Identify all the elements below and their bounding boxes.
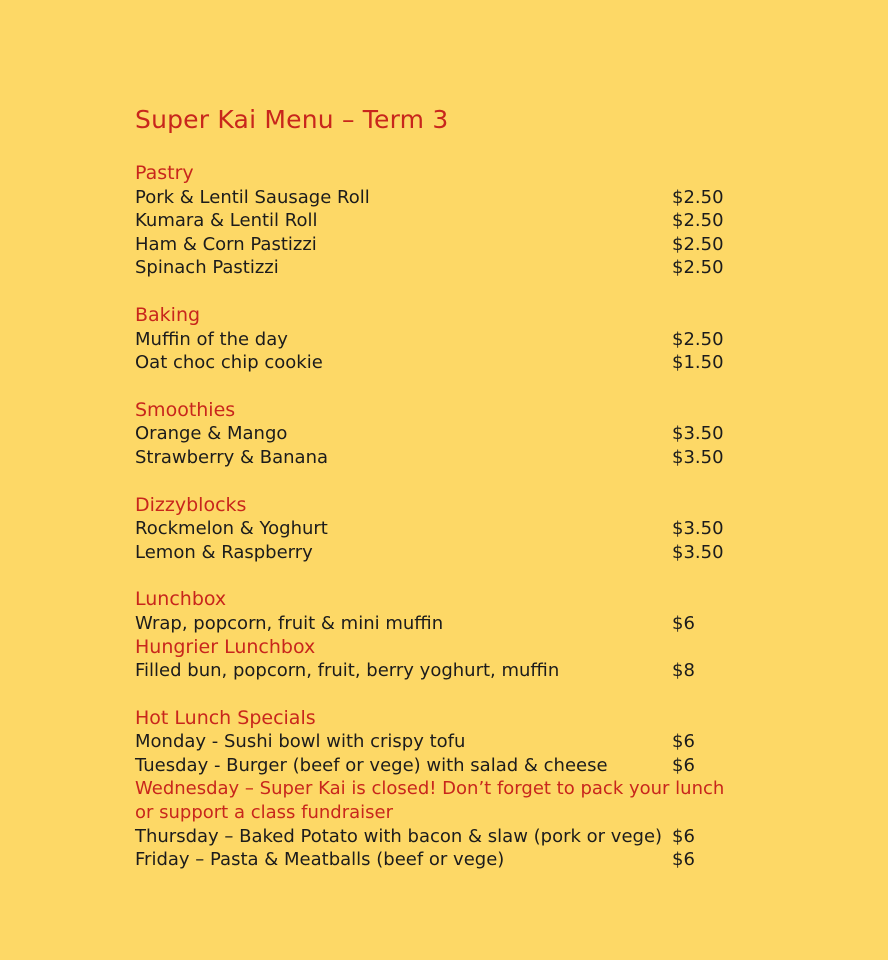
item-name: Friday – Pasta & Meatballs (beef or vege) (135, 849, 505, 871)
menu-item (135, 541, 775, 565)
section-heading: Lunchbox (135, 588, 227, 611)
menu-item (135, 825, 775, 849)
item-name: Kumara & Lentil Roll (135, 210, 318, 232)
item-price: $3.50 (672, 446, 724, 468)
section-heading: Pastry (135, 162, 194, 184)
menu-page (135, 104, 775, 896)
menu-item (135, 422, 775, 446)
item-price: $2.50 (672, 328, 724, 350)
menu-item (135, 256, 775, 280)
item-name: Lemon & Raspberry (135, 541, 313, 563)
item-name: Orange & Mango (135, 423, 288, 445)
item-price: $3.50 (672, 423, 724, 445)
section-lunchbox (135, 588, 775, 682)
menu-item (135, 517, 775, 541)
item-name: Rockmelon & Yoghurt (135, 518, 328, 540)
section-baking (135, 304, 775, 375)
item-name: Thursday – Baked Potato with bacon & slaw (pork or vege) (135, 825, 663, 847)
section-heading: Baking (135, 303, 201, 326)
item-price: $2.50 (672, 257, 724, 279)
section-heading: Smoothies (135, 398, 236, 421)
item-price: $8 (672, 660, 695, 682)
item-name: Muffin of the day (135, 328, 288, 350)
section-dizzyblocks (135, 494, 775, 565)
menu-item (135, 730, 775, 754)
section-pastry (135, 162, 775, 280)
menu-item (135, 233, 775, 257)
item-price: $3.50 (672, 518, 724, 540)
item-name: Ham & Corn Pastizzi (135, 233, 317, 255)
item-price: $2.50 (672, 210, 724, 232)
menu-item (135, 328, 775, 352)
menu-item (135, 186, 775, 210)
section-heading: Hot Lunch Specials (135, 706, 316, 729)
section-subheading: Hungrier Lunchbox (135, 635, 316, 658)
item-name: Filled bun, popcorn, fruit, berry yoghurt, muffin (135, 660, 560, 682)
section-smoothies (135, 399, 775, 470)
item-name: Oat choc chip cookie (135, 352, 323, 374)
item-name: Monday - Sushi bowl with crispy tofu (135, 731, 466, 753)
section-hot-lunch (135, 707, 775, 872)
item-price: $6 (672, 731, 695, 753)
item-price: $2.50 (672, 233, 724, 255)
item-name: Spinach Pastizzi (135, 257, 279, 279)
item-price: $6 (672, 612, 695, 634)
item-name: Strawberry & Banana (135, 446, 329, 468)
menu-item (135, 659, 775, 683)
item-price: $6 (672, 849, 695, 871)
menu-item (135, 612, 775, 636)
menu-item (135, 754, 775, 778)
menu-item (135, 209, 775, 233)
closed-notice: Wednesday – Super Kai is closed! Don’t forget to pack your lunch or support a class fundraiser (135, 778, 725, 824)
menu-item (135, 848, 775, 872)
menu-item (135, 446, 775, 470)
item-price: $6 (672, 754, 695, 776)
item-price: $3.50 (672, 541, 724, 563)
menu-title: Super Kai Menu – Term 3 (135, 105, 449, 134)
item-name: Wrap, popcorn, fruit & mini muffin (135, 612, 444, 634)
item-name: Pork & Lentil Sausage Roll (135, 186, 370, 208)
item-price: $1.50 (672, 352, 724, 374)
item-price: $2.50 (672, 186, 724, 208)
item-name: Tuesday - Burger (beef or vege) with salad & cheese (135, 754, 608, 776)
menu-item (135, 351, 775, 375)
section-heading: Dizzyblocks (135, 493, 247, 516)
item-price: $6 (672, 825, 695, 847)
